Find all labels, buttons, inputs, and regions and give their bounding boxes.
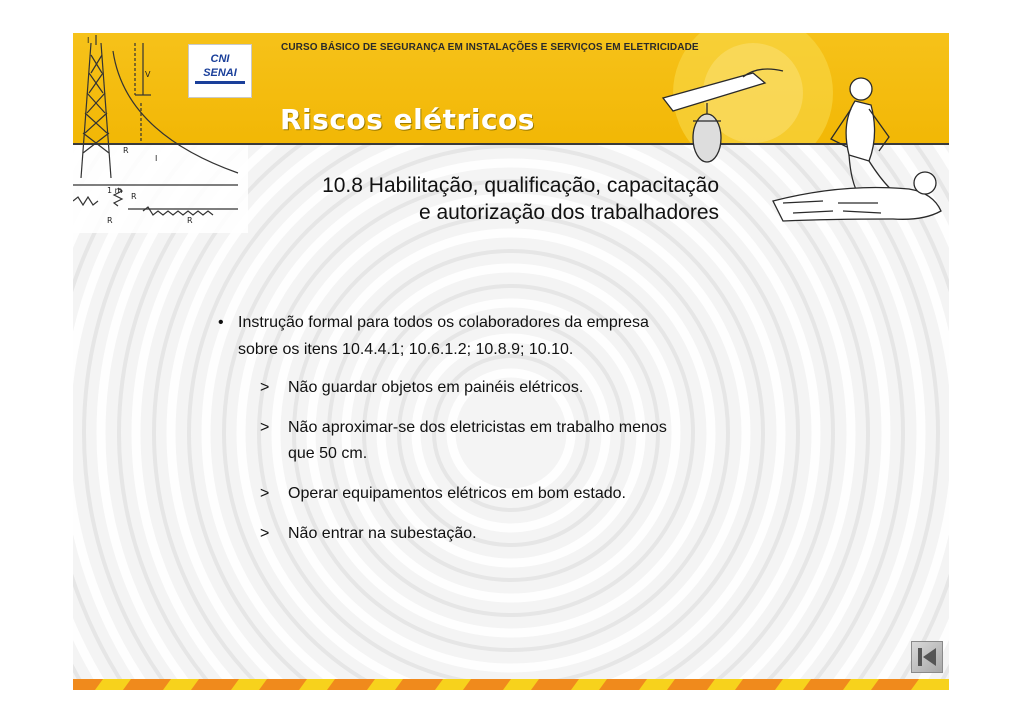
sub-item — [210, 521, 770, 547]
sub-item-text: Não guardar objetos em painéis elétricos. — [288, 379, 584, 396]
sub-marker: > — [260, 419, 270, 436]
slide-title-line-1: 10.8 Habilitação, qualificação, capacitação — [322, 174, 719, 197]
sub-marker: > — [260, 485, 270, 502]
slide-title — [223, 172, 719, 226]
course-title: CURSO BÁSICO DE SEGURANÇA EM INSTALAÇÕES E SERVIÇOS EM ELETRICIDADE — [281, 42, 699, 53]
sub-item — [210, 415, 770, 467]
sub-marker: > — [260, 525, 270, 542]
module-title: Riscos elétricos — [280, 103, 535, 136]
bullet-line-2: sobre os itens 10.4.4.1; 10.6.1.2; 10.8.9; 10.10. — [238, 341, 574, 358]
sub-item-text: Não entrar na subestação. — [288, 525, 477, 542]
label-v: V — [145, 70, 151, 79]
sub-item — [210, 481, 770, 507]
slide-content — [210, 309, 770, 561]
label-r2: R — [187, 216, 193, 225]
logo-line-1: CNI — [210, 53, 230, 65]
sub-item-text-cont: que 50 cm. — [288, 445, 368, 462]
sub-marker: > — [260, 379, 270, 396]
slide — [73, 33, 949, 690]
first-slide-button[interactable] — [911, 641, 943, 673]
bullet-line-1: Instrução formal para todos os colaboradores da empresa — [238, 314, 649, 331]
sub-item-text: Não aproximar-se dos eletricistas em trabalho menos — [288, 419, 667, 436]
label-rc: R — [131, 192, 137, 201]
label-1m: 1 m — [107, 186, 123, 195]
bottom-stripe — [73, 679, 949, 690]
slide-title-line-2: e autorização dos trabalhadores — [418, 201, 719, 224]
logo-line-2: SENAI — [203, 67, 237, 79]
bullet-item — [210, 309, 770, 363]
label-rch: R — [123, 146, 129, 155]
sub-item — [210, 375, 770, 401]
label-if: I — [87, 36, 90, 45]
sub-items — [210, 375, 770, 547]
label-ichoque: I — [155, 154, 158, 163]
tower-voltage-diagram — [73, 33, 248, 233]
skip-to-first-icon — [912, 642, 942, 672]
sub-item-text: Operar equipamentos elétricos em bom estado. — [288, 485, 626, 502]
bullet-marker: • — [218, 314, 224, 331]
label-r1: R — [107, 216, 113, 225]
